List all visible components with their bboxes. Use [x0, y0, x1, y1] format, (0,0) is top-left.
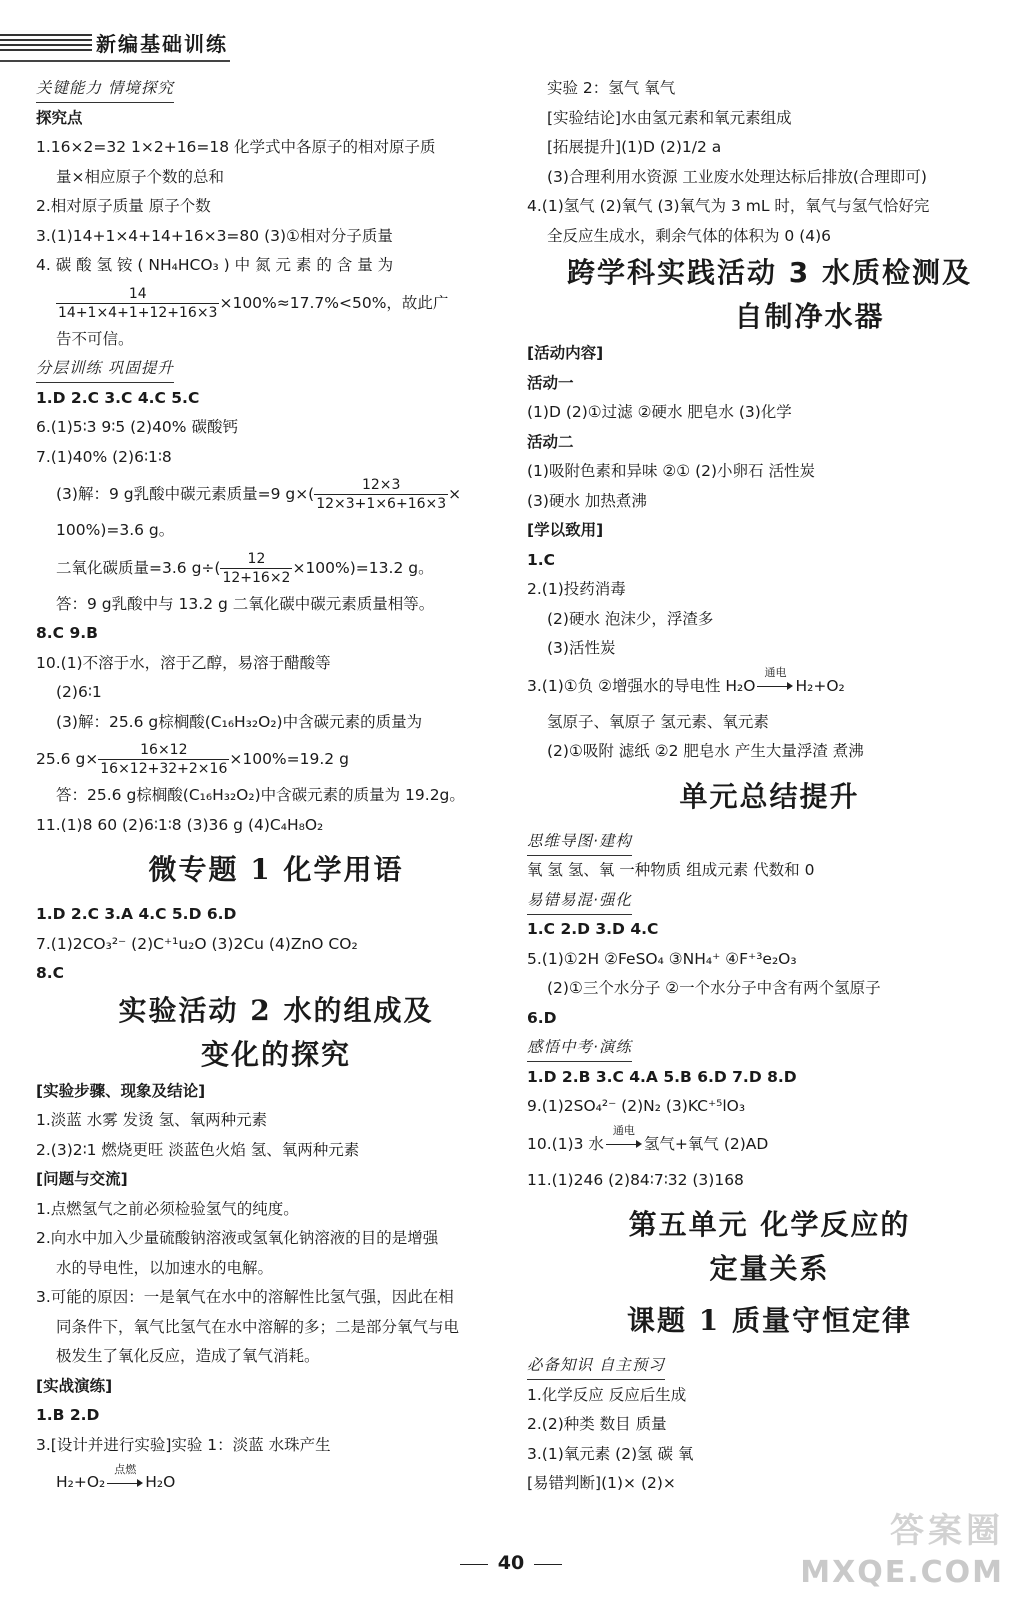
answer-line: 6.D — [527, 1008, 557, 1027]
answer-line: 实验 2：氢气 氧气 — [547, 79, 676, 97]
answer-line: (1)D (2)①过滤 ②硬水 肥皂水 (3)化学 — [527, 403, 792, 421]
answer-line: 3.(1)14+1×4+14+16×3=80 (3)①相对分子质量 — [36, 226, 393, 245]
right-column — [527, 74, 1012, 1499]
page-number: 40 — [497, 1552, 525, 1574]
watermark-url-text: MXQE.COM — [800, 1555, 1004, 1590]
answer-line: 5.(1)①2H ②FeSO₄ ③NH₄⁺ ④F⁺³e₂O₃ — [527, 949, 797, 968]
heading-unit-five-line1: 第五单元 化学反应的 — [628, 1208, 911, 1241]
fraction: $\frac{14}{14+1\times 4+1+12+16\times 3}$ — [58, 285, 218, 321]
answer-line: 7.(1)2CO₃²⁻ (2)C⁺¹u₂O (3)2Cu (4)ZnO CO₂ — [36, 934, 358, 953]
heading-interdisciplinary-line2: 自制净水器 — [734, 300, 885, 333]
section-exam-practice: 感悟中考·演练 — [527, 1033, 632, 1062]
answer-line: (2)①吸附 滤纸 ②2 肥皂水 产生大量浮渣 煮沸 — [547, 742, 864, 760]
equation-line: H₂+O₂ 点燃 H₂O — [56, 1462, 176, 1491]
answer-line: 3.(1)氧元素 (2)氢 碳 氧 — [527, 1444, 694, 1463]
answer-line: (2)硬水 泡沫少，浮渣多 — [547, 609, 714, 628]
answer-line: 9.(1)2SO₄²⁻ (2)N₂ (3)KC⁺⁵lO₃ — [527, 1097, 746, 1115]
answer-line: 2.向水中加入少量硫酸钠溶液或氢氧化钠溶液的目的是增强 — [36, 1229, 439, 1247]
book-title: 新编基础训练 — [96, 32, 228, 56]
answer-line: 1.点燃氢气之前必须检验氢气的纯度。 — [36, 1199, 299, 1218]
answer-line: 11.(1)8 60 (2)6∶1∶8 (3)36 g (4)C₄H₈O₂ — [36, 815, 324, 834]
footer-dash — [460, 1564, 488, 1565]
answer-line: 1.B 2.D — [36, 1406, 100, 1424]
equation-line: 10.(1)3 水 通电 氢气+氧气 (2)AD — [527, 1124, 769, 1153]
fraction-line: 25.6 g× $\frac{16\times 12}{16\times 12+32+2\times 16}$ ×100%=19.2 g — [36, 742, 349, 777]
fraction: $\frac{12}{12+16\times 2}$ — [222, 550, 291, 586]
footer-dash — [534, 1564, 562, 1565]
subsection-label: [问题与交流] — [36, 1170, 128, 1188]
answer-line: 氢原子、氧原子 氢元素、氧元素 — [547, 712, 769, 731]
answer-line: 4. 碳 酸 氢 铵 ( NH₄HCO₃ ) 中 氮 元 素 的 含 量 为 — [36, 256, 394, 274]
reaction-arrow-icon: 点燃 — [107, 1476, 143, 1490]
answer-line: [拓展提升](1)D (2)1/2 a — [547, 138, 722, 156]
page-header — [0, 0, 1022, 70]
header-rule — [0, 60, 230, 62]
section-mind-map: 思维导图·建构 — [527, 827, 632, 856]
subsection-label: [学以致用] — [527, 521, 604, 539]
left-column — [36, 74, 516, 1504]
answer-line: 告不可信。 — [56, 329, 134, 348]
fraction: $\frac{16\times 12}{16\times 12+32+2\times 16}$ — [100, 742, 228, 777]
fraction-line: 二氧化碳质量=3.6 g÷( $\frac{12}{12+16\times 2}$ ×100%)=13.2 g。 — [56, 550, 434, 586]
answer-line: (3)解：25.6 g棕榈酸(C₁₆H₃₂O₂)中含碳元素的质量为 — [56, 712, 423, 731]
heading-unit-summary: 单元总结提升 — [679, 779, 860, 813]
answer-line: 2.(1)投药消毒 — [527, 580, 626, 598]
fraction-line: $\frac{14}{14+1\times 4+1+12+16\times 3}$ ×100%≈17.7%<50%，故此广 — [58, 285, 449, 321]
fraction: $\frac{12\times 3}{12\times 3+1\times 6+16\times 3}$ — [316, 477, 447, 512]
answer-line: 1.16×2=32 1×2+16=18 化学式中各原子的相对原子质 — [36, 138, 436, 156]
answer-line: 1.C — [527, 550, 556, 569]
answer-line: (3)合理利用水资源 工业废水处理达标后排放(合理即可) — [547, 167, 927, 186]
section-error-prone: 易错易混·强化 — [527, 886, 632, 915]
answer-line: 水的导电性，以加速水的电解。 — [56, 1258, 274, 1277]
answer-line: 2.相对原子质量 原子个数 — [36, 197, 211, 215]
watermark-logo-text: 答案圈 — [890, 1511, 1004, 1551]
answer-line: 1.D 2.C 3.A 4.C 5.D 6.D — [36, 905, 237, 923]
answer-line: 1.C 2.D 3.D 4.C — [527, 920, 659, 938]
answer-line: 1.化学反应 反应后生成 — [527, 1385, 687, 1404]
answer-line: [实验结论]水由氢元素和氧元素组成 — [547, 108, 792, 127]
answer-line: (2)①三个水分子 ②一个水分子中含有两个氢原子 — [547, 979, 881, 997]
answer-line: 7.(1)40% (2)6∶1∶8 — [36, 447, 172, 466]
answer-line: (3)硬水 加热煮沸 — [527, 491, 647, 510]
answer-line: 8.C — [36, 964, 65, 982]
answer-line: 4.(1)氢气 (2)氧气 (3)氧气为 3 mL 时，氧气与氢气恰好完 — [527, 197, 930, 215]
answer-line: 2.(2)种类 数目 质量 — [527, 1415, 667, 1433]
answer-line: 3.可能的原因：一是氧气在水中的溶解性比氢气强，因此在相 — [36, 1288, 454, 1306]
answer-line: 全反应生成水，剩余气体的体积为 0 (4)6 — [547, 226, 832, 245]
subsection-label: 探究点 — [36, 108, 83, 127]
subsection-label: 活动二 — [527, 432, 574, 451]
answer-line: 8.C 9.B — [36, 624, 98, 642]
subsection-label: [实验步骤、现象及结论] — [36, 1081, 206, 1100]
answer-line: 量×相应原子个数的总和 — [56, 167, 224, 186]
answer-line: 6.(1)5∶3 9∶5 (2)40% 碳酸钙 — [36, 418, 238, 436]
heading-experiment-line1: 实验活动 2 水的组成及 — [118, 993, 434, 1027]
section-key-ability: 关键能力 情境探究 — [36, 74, 174, 103]
subsection-label: 活动一 — [527, 373, 574, 392]
answer-line: 1.D 2.C 3.C 4.C 5.C — [36, 388, 200, 407]
answer-line: 11.(1)246 (2)84∶7∶32 (3)168 — [527, 1170, 744, 1189]
section-essential-knowledge: 必备知识 自主预习 — [527, 1351, 665, 1380]
answer-line: 1.淡蓝 水雾 发烫 氢、氧两种元素 — [36, 1111, 268, 1129]
heading-unit-five-line2: 定量关系 — [709, 1252, 830, 1285]
reaction-arrow-icon: 通电 — [606, 1137, 642, 1151]
heading-experiment-line2: 变化的探究 — [200, 1037, 351, 1071]
answer-line: 答：25.6 g棕榈酸(C₁₆H₃₂O₂)中含碳元素的质量为 19.2g。 — [56, 786, 465, 804]
answer-line: (1)吸附色素和异味 ②① (2)小卵石 活性炭 — [527, 462, 815, 480]
answer-line: 1.D 2.B 3.C 4.A 5.B 6.D 7.D 8.D — [527, 1067, 797, 1086]
answer-line: 氧 氢 氢、氧 一种物质 组成元素 代数和 0 — [527, 861, 815, 879]
answer-line: 10.(1)不溶于水，溶于乙醇，易溶于醋酸等 — [36, 653, 331, 672]
answer-line: 同条件下，氧气比氢气在水中溶解的多；二是部分氧气与电 — [56, 1317, 460, 1336]
answer-line: 100%)=3.6 g。 — [56, 521, 175, 539]
reaction-arrow-icon: 通电 — [757, 679, 793, 693]
heading-micro-topic: 微专题 1 化学用语 — [148, 853, 404, 886]
subsection-label: [活动内容] — [527, 344, 604, 362]
answer-line: (3)活性炭 — [547, 639, 616, 657]
subsection-label: [实战演练] — [36, 1376, 113, 1395]
heading-lesson-one: 课题 1 质量守恒定律 — [627, 1304, 912, 1337]
answer-line: [易错判断](1)× (2)× — [527, 1474, 676, 1492]
equation-line: 3.(1)①负 ②增强水的导电性 H₂O 通电 H₂+O₂ — [527, 666, 845, 695]
section-layered-training: 分层训练 巩固提升 — [36, 354, 174, 383]
answer-line: 极发生了氧化反应，造成了氧气消耗。 — [56, 1347, 320, 1365]
answer-line: 答：9 g乳酸中与 13.2 g 二氧化碳中碳元素质量相等。 — [56, 594, 435, 613]
answer-line: 3.[设计并进行实验]实验 1：淡蓝 水珠产生 — [36, 1435, 331, 1454]
answer-line: (2)6∶1 — [56, 683, 102, 701]
fraction-line: (3)解：9 g乳酸中碳元素质量=9 g×( $\frac{12\times 3}{12\times 3+1\times 6+16\times 3}$ × — [56, 477, 462, 512]
header-stripes-decoration — [0, 34, 92, 56]
answer-line: 2.(3)2∶1 燃烧更旺 淡蓝色火焰 氢、氧两种元素 — [36, 1140, 360, 1159]
heading-interdisciplinary-line1: 跨学科实践活动 3 水质检测及 — [567, 256, 972, 289]
